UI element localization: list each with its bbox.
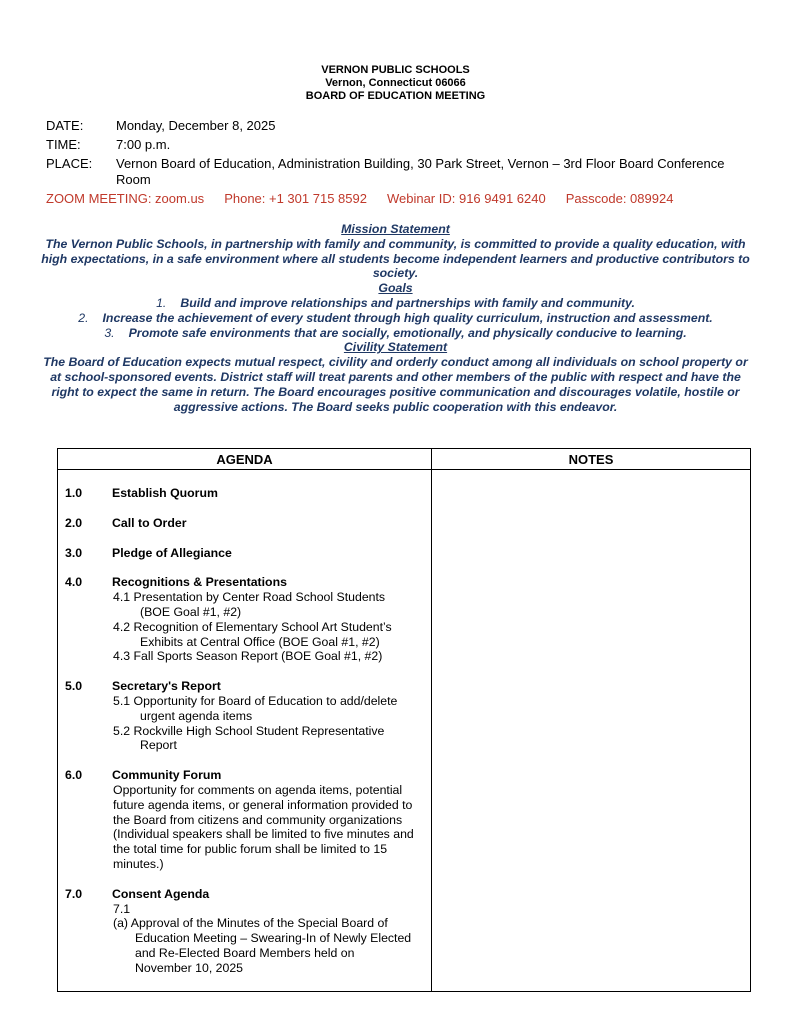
agenda-subitems: 7.1 (a) Approval of the Minutes of the Special Board of Education Meeting – Swearing-In of Newly Elected and Re-Elected Board Members held on November 10, 2025 xyxy=(113,901,412,975)
time-value: 7:00 p.m. xyxy=(116,137,171,152)
civility-title: Civility Statement xyxy=(343,340,448,355)
org-name: VERNON PUBLIC SCHOOLS xyxy=(321,64,470,76)
agenda-item: 1.0 Establish Quorum xyxy=(65,486,218,500)
org-location: Vernon, Connecticut 06066 xyxy=(325,77,466,89)
agenda-item: 3.0 Pledge of Allegiance xyxy=(65,545,232,560)
goal-item: 3. Promote safe environments that are socially, emotionally, and physically conducive to learning. xyxy=(104,325,687,340)
agenda-item: 4.0 Recognitions & Presentations 4.1 Presentation by Center Road School Students (BOE Goal #1, #2) 4.2 Recognition of Elementary School Art Student’s Exhibits at Central Office (BOE Goal #1, #2) 4.3 Fall Sports Season Report (BOE Goal #1, #2) xyxy=(65,575,431,664)
agenda-item: 6.0 Community Forum Opportunity for comments on agenda items, potential future agenda items, or general information provided to the Board from citizens and community organizations (Individual speakers shall be limited to five minutes and the total time for public forum shall be limited to 15 minutes.) xyxy=(65,768,431,872)
date-value: Monday, December 8, 2025 xyxy=(116,118,276,133)
zoom-info xyxy=(46,191,746,207)
mission-section xyxy=(40,222,751,414)
zoom-passcode: Passcode: 089924 xyxy=(565,191,674,206)
mission-title: Mission Statement xyxy=(341,222,450,236)
zoom-meeting: ZOOM MEETING: zoom.us xyxy=(46,191,205,206)
agenda-subitems: 5.1 Opportunity for Board of Education to add/delete urgent agenda items 5.2 Rockville High School Student Representative Report xyxy=(113,693,398,753)
time-row xyxy=(46,137,746,153)
goals-title: Goals xyxy=(378,281,413,296)
agenda-subitems: 4.1 Presentation by Center Road School Students (BOE Goal #1, #2) 4.2 Recognition of Elementary School Art Student’s Exhibits at Central Office (BOE Goal #1, #2) 4.3 Fall Sports Season Report (BOE Goal #1, #2) xyxy=(113,590,392,664)
goal-item: 2. Increase the achievement of every student through high quality curriculum, instruction and assessment. xyxy=(78,310,713,325)
meeting-title: BOARD OF EDUCATION MEETING xyxy=(305,90,486,102)
zoom-phone: Phone: +1 301 715 8592 xyxy=(224,191,367,206)
goal-item: 1. Build and improve relationships and partnerships with family and community. xyxy=(156,295,635,310)
date-label: DATE: xyxy=(46,118,84,133)
notes-cell xyxy=(432,470,751,992)
time-label: TIME: xyxy=(46,137,81,152)
civility-text: The Board of Education expects mutual respect, civility and orderly conduct among all individuals on school property or at school-sponsored events. District staff will treat parents and other members of the public with respect and have the right to expect the same in return. The Board encourages positive communication and discourages volatile, hostile or aggressive actions. The Board seeks public cooperation with this endeavor. xyxy=(43,355,748,414)
date-row xyxy=(46,118,746,134)
agenda-item: 5.0 Secretary's Report 5.1 Opportunity for Board of Education to add/delete urgent agenda items 5.2 Rockville High School Student Representative Report xyxy=(65,679,431,753)
community-forum-text: Opportunity for comments on agenda items, potential future agenda items, or general information provided to the Board from citizens and community organizations (Individual speakers shall be limited to five minutes and the total time for public forum shall be limited to 15 minutes.) xyxy=(113,782,414,871)
agenda-cell xyxy=(58,470,432,992)
zoom-webinar-id: Webinar ID: 916 9491 6240 xyxy=(386,191,546,206)
agenda-table xyxy=(57,448,751,992)
document-header xyxy=(0,64,791,103)
agenda-item: 2.0 Call to Order xyxy=(65,515,187,530)
meeting-details xyxy=(46,118,746,207)
agenda-column-header: AGENDA xyxy=(58,449,432,470)
mission-text: The Vernon Public Schools, in partnership with family and community, is committed to provide a quality education, with high expectations, in a safe environment where all students become independent learners and productive contributors to society. xyxy=(41,236,750,281)
notes-column-header: NOTES xyxy=(432,449,751,470)
agenda-item: 7.0 Consent Agenda 7.1 (a) Approval of the Minutes of the Special Board of Education Meeting – Swearing-In of Newly Elected and Re-Elected Board Members held on November 10, 2025 xyxy=(65,887,431,976)
place-value: Vernon Board of Education, Administration Building, 30 Park Street, Vernon – 3rd Floor Board Conference Room xyxy=(116,156,725,187)
place-label: PLACE: xyxy=(46,156,93,171)
place-row xyxy=(46,156,746,188)
